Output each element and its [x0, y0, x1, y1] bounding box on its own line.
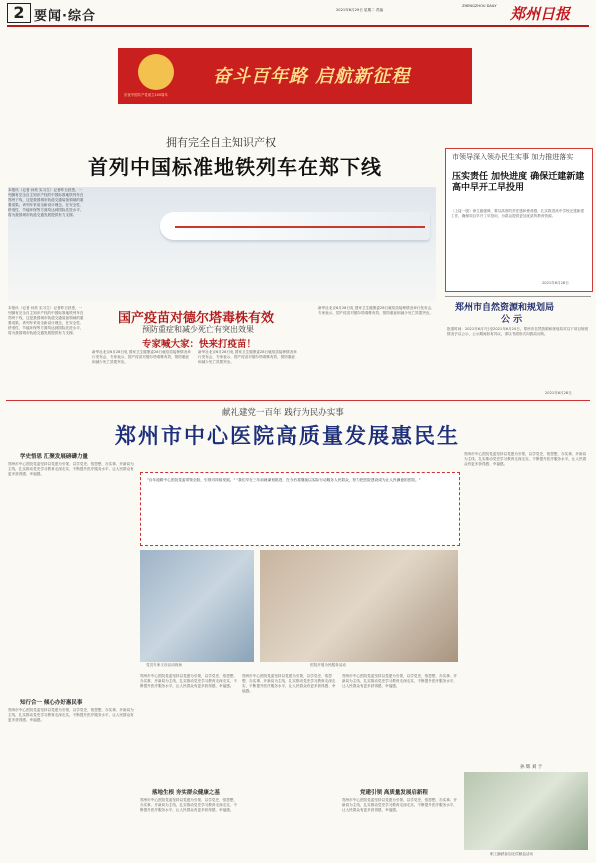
left-column-text: 本报讯（记者 孙昊 实习生）记者昨日获悉，一列拥有完全自主知识产权的中国标准地铁列车在郑州下线，这是我国城市轨道交通装备领域的重要成果。该列车采用全新设计理念，在安全性、舒适性、节能环保等方面均达到国际先进水平，将为我国城市轨道交通发展提供有力支撑。	[8, 306, 84, 335]
covid-headline: 国产疫苗对德尔塔毒株有效	[118, 311, 275, 326]
banner-caption: 庆祝中国共产党成立100周年	[124, 93, 168, 97]
notice-title: 郑州市自然资源和规划局	[455, 303, 555, 313]
pinyin-masthead: ZHENGZHOU DAILY	[462, 4, 497, 8]
feature-col-3: 郑州市中心医院党委坚持以党建为引领，以学党史、悟思想、办实事、开新局为主线，扎实推动党史学习教育走深走实，不断提升医疗服务水平，让人民群众有更多获得感、幸福感。	[242, 674, 336, 693]
feature-col-4b: 郑州市中心医院党委坚持以党建为引领，以学党史、悟思想、办实事、开新局为主线，扎实推动党史学习教育走深走实，不断提升医疗服务水平，让人民群众有更多获得感、幸福感。	[342, 798, 457, 812]
lead-headline: 首列中国标准地铁列车在郑下线	[88, 155, 382, 179]
photo-caption-2: 医院开展为民服务活动	[310, 663, 346, 667]
box-body: （上接一版）徐立毅强调，要以高度的责任感和使命感，扎实推进高中学校迁建新建工作，确保项目早开工早投用，为群众提供更加优质的教育资源。	[451, 209, 584, 218]
covid-body-1: 新华社北京6月28日电 国家卫生健康委28日就疫苗接种情况举行发布会，专家表示，国产疫苗对德尔塔毒株有效，预防重症和减少死亡效果突出。	[92, 350, 191, 364]
feature-col-5: 郑州市中心医院党委坚持以党建为引领，以学党史、悟思想、办实事、开新局为主线，扎实推动党史学习教育走深走实，不断提升医疗服务水平，让人民群众有更多获得感、幸福感。	[464, 452, 587, 466]
party-emblem-icon	[138, 54, 174, 90]
photo-experts	[140, 550, 254, 662]
feature-subhead-2: 知行合一 倾心办好惠民事	[20, 700, 83, 706]
feature-col-1: 郑州市中心医院党委坚持以党建为引领，以学党史、悟思想、办实事、开新局为主线，扎实推动党史学习教育走深走实，不断提升医疗服务水平，让人民群众有更多获得感、幸福感。	[8, 462, 134, 476]
feature-signature: 孙 辉 刘 于	[520, 765, 543, 770]
masthead: 郑州日报	[510, 5, 571, 23]
covid-body-2: 新华社北京6月28日电 国家卫生健康委28日就疫苗接种情况举行发布会，专家表示，国产疫苗对德尔塔毒株有效，预防重症和减少死亡效果突出。	[198, 350, 297, 364]
feature-quote: "百年道路中心医院党委带领全院，引领可持续发展。" "我们早在三年前就谋划推进，在今后将继续以实际行动服务人民群众，努力把医院建设成为让人民满意的医院。"	[147, 478, 421, 482]
feature-subhead-3: 落地生根 夯实群众健康之基	[152, 790, 220, 796]
anniversary-banner	[118, 48, 472, 104]
feature-subhead-1: 学史悟思 汇聚发展磅礴力量	[20, 454, 88, 460]
box-line2: 压实责任 加快进度 确保迁建新建高中早开工早投用	[452, 172, 585, 193]
feature-kicker: 献礼建党一百年 践行为民办实事	[222, 408, 344, 418]
notice-block	[445, 296, 591, 401]
feature-subhead-4: 党建引领 高质量发展启新程	[360, 790, 428, 796]
feature-quote-box	[140, 472, 460, 546]
photo-caption-1: 党员专家义诊活动现场	[146, 663, 182, 667]
covid-expert-line: 专家喊大家：快来打疫苗！	[142, 339, 257, 350]
feature-col-2b: 郑州市中心医院党委坚持以党建为引领，以学党史、悟思想、办实事、开新局为主线，扎实推动党史学习教育走深走实，不断提升医疗服务水平，让人民群众有更多获得感、幸福感。	[140, 798, 238, 812]
feature-headline: 郑州市中心医院高质量发展惠民生	[115, 424, 460, 448]
leaders-box	[445, 148, 593, 292]
notice-subtitle: 公 示	[501, 315, 523, 325]
photo-service	[260, 550, 458, 662]
notice-body: 批准时间：2021年6月7日至2021年6月20日。郑州市自然资源和规划局对以下项目规划情况予以公示，公示期间如有异议，请以书面形式向我局反映。	[447, 327, 589, 336]
covid-subheadline: 预防重症和减少死亡有突出效果	[142, 325, 254, 334]
feature-col-2: 郑州市中心医院党委坚持以党建为引领，以学党史、悟思想、办实事、开新局为主线，扎实推动党史学习教育走深走实，不断提升医疗服务水平，让人民群众有更多获得感、幸福感。	[140, 674, 238, 688]
covid-body-3: 新华社北京6月28日电 国家卫生健康委28日就疫苗接种情况举行发布会，专家表示，国产疫苗对德尔塔毒株有效，预防重症和减少死亡效果突出。	[318, 306, 435, 315]
lead-body: 本报讯（记者 孙昊 实习生）记者昨日获悉，一列拥有完全自主知识产权的中国标准地铁列车在郑州下线，这是我国城市轨道交通装备领域的重要成果。该列车采用全新设计理念，在安全性、舒适性、节能环保等方面均达到国际先进水平，将为我国城市轨道交通发展提供有力支撑。	[8, 188, 84, 217]
banner-slogan: 奋斗百年路 启航新征程	[213, 66, 411, 87]
photo-blood-donation	[464, 772, 588, 850]
section-title: 要闻·综合	[34, 9, 96, 24]
box-line1: 市领导深入领办民生实事 加力推进落实	[452, 153, 574, 161]
lead-kicker: 拥有完全自主知识产权	[166, 136, 276, 149]
date-line: 2021年6月29日 星期二 责编	[336, 8, 384, 12]
page-number: 2	[7, 3, 31, 23]
train-stripe	[175, 226, 425, 228]
box-date: 2021年6月28日	[542, 281, 569, 285]
notice-date: 2021年6月28日	[545, 391, 572, 395]
feature-col-4: 郑州市中心医院党委坚持以党建为引领，以学党史、悟思想、办实事、开新局为主线，扎实推动党史学习教育走深走实，不断提升医疗服务水平，让人民群众有更多获得感、幸福感。	[342, 674, 457, 688]
photo-caption-3: 职工踊跃参加无偿献血活动	[490, 852, 534, 856]
feature-col-1b: 郑州市中心医院党委坚持以党建为引领，以学党史、悟思想、办实事、开新局为主线，扎实推动党史学习教育走深走实，不断提升医疗服务水平，让人民群众有更多获得感、幸福感。	[8, 708, 134, 722]
header-rule	[7, 25, 589, 27]
